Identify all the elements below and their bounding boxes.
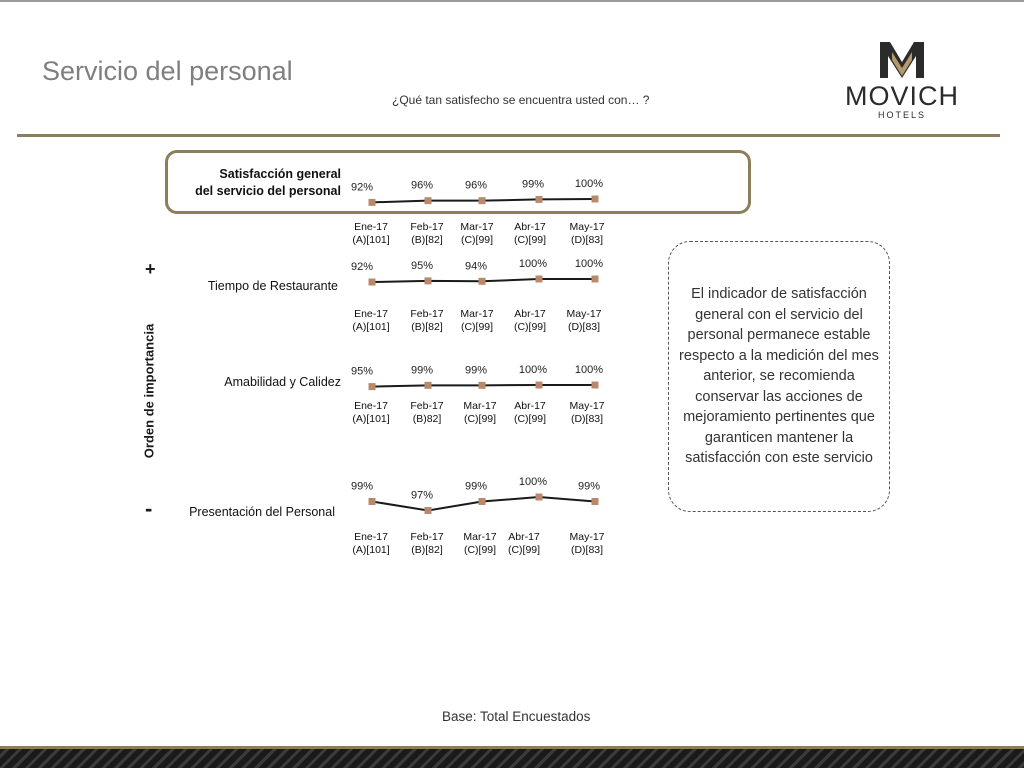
data-label-0-3: 99% [521,178,545,191]
data-label-0-1: 96% [410,179,434,192]
data-point-2-1 [425,382,432,389]
x-tick-label-3-2: Mar-17 (C)[99] [463,531,497,556]
chart-title-line-2: del servicio del personal [195,184,341,198]
logo-subtitle-text: HOTELS [877,110,927,120]
x-tick-label-2-1: Feb-17 (B)82] [410,400,444,425]
data-point-2-2 [479,382,486,389]
data-point-1-2 [479,278,486,285]
data-point-2-0 [369,383,376,390]
data-label-3-0: 99% [350,480,374,493]
importance-plus-marker: + [145,259,156,279]
data-label-0-4: 100% [574,178,604,190]
data-label-1-0: 92% [350,261,374,274]
x-tick-label-1-4: May-17 (D)[83] [566,308,602,333]
data-point-1-0 [369,279,376,286]
base-note: Base: Total Encuestados [442,709,591,724]
data-label-2-0: 95% [350,365,374,378]
x-tick-label-0-3: Abr-17 (C)[99] [513,221,547,246]
data-point-0-1 [425,197,432,204]
chart-title-tiempo-restaurante: Tiempo de Restaurante [207,279,338,293]
x-tick-label-0-0: Ene-17 (A)[101] [352,221,390,246]
x-tick-label-1-3: Abr-17 (C)[99] [513,308,547,333]
data-point-0-2 [479,197,486,204]
chart-title-presentacion: Presentación del Personal [189,505,335,519]
insight-callout-text: El indicador de satisfacción general con el servicio del personal permanece estable respecto a la medición del mes anterior, se recomienda conservar las acciones de mejoramiento pertinentes que garanticen mantener la satisfacción con este servicio [679,286,879,467]
data-point-3-3 [536,494,543,501]
logo-brand-text: MOVICH [845,81,959,111]
importance-axis-title: Orden de importancia [141,323,157,459]
data-point-0-3 [536,196,543,203]
x-tick-label-3-4: May-17 (D)[83] [569,531,605,556]
x-tick-label-3-1: Feb-17 (B)[82] [410,531,444,556]
data-point-3-1 [425,507,432,514]
x-tick-label-2-3: Abr-17 (C)[99] [513,400,547,425]
data-point-2-4 [592,382,599,389]
data-point-0-0 [369,199,376,206]
data-label-1-4: 100% [574,258,604,270]
footer-accent-rule [0,746,1024,749]
x-tick-label-3-3: Abr-17 (C)[99] [507,531,541,556]
x-tick-label-0-4: May-17 (D)[83] [569,221,605,246]
importance-minus-marker: - [145,496,153,521]
x-tick-label-0-2: Mar-17 (C)[99] [460,221,494,246]
data-point-2-3 [536,382,543,389]
x-tick-label-1-1: Feb-17 (B)[82] [410,308,444,333]
data-point-3-2 [479,498,486,505]
chart-title-line-1: Satisfacción general [219,167,341,181]
survey-question: ¿Qué tan satisfecho se encuentra usted con… ? [392,93,650,107]
data-label-3-3: 100% [518,476,548,488]
data-label-2-3: 100% [518,364,548,376]
x-tick-label-2-0: Ene-17 (A)[101] [352,400,390,425]
x-tick-label-1-0: Ene-17 (A)[101] [352,308,390,333]
data-label-3-1: 97% [410,489,434,502]
data-label-2-2: 99% [464,364,488,377]
data-point-1-1 [425,277,432,284]
footer-pattern-band [0,746,1024,768]
x-tick-label-0-1: Feb-17 (B)[82] [410,221,444,246]
x-tick-label-2-4: May-17 (D)[83] [569,400,605,425]
chart-title-amabilidad: Amabilidad y Calidez [224,375,341,389]
insight-callout [668,241,890,512]
page-title: Servicio del personal [42,56,293,86]
data-point-3-4 [592,498,599,505]
data-label-2-1: 99% [410,364,434,377]
data-label-1-1: 95% [410,259,434,272]
data-label-3-4: 99% [577,480,601,493]
data-label-1-2: 94% [464,260,488,273]
data-label-0-2: 96% [464,179,488,192]
x-tick-label-1-2: Mar-17 (C)[99] [460,308,494,333]
data-point-1-3 [536,276,543,283]
data-point-1-4 [592,276,599,283]
x-tick-label-2-2: Mar-17 (C)[99] [463,400,497,425]
data-label-2-4: 100% [574,364,604,376]
data-point-3-0 [369,498,376,505]
data-label-0-0: 92% [350,181,374,194]
data-point-0-4 [592,196,599,203]
x-tick-label-3-0: Ene-17 (A)[101] [352,531,390,556]
data-label-1-3: 100% [518,258,548,270]
data-label-3-2: 99% [464,480,488,493]
